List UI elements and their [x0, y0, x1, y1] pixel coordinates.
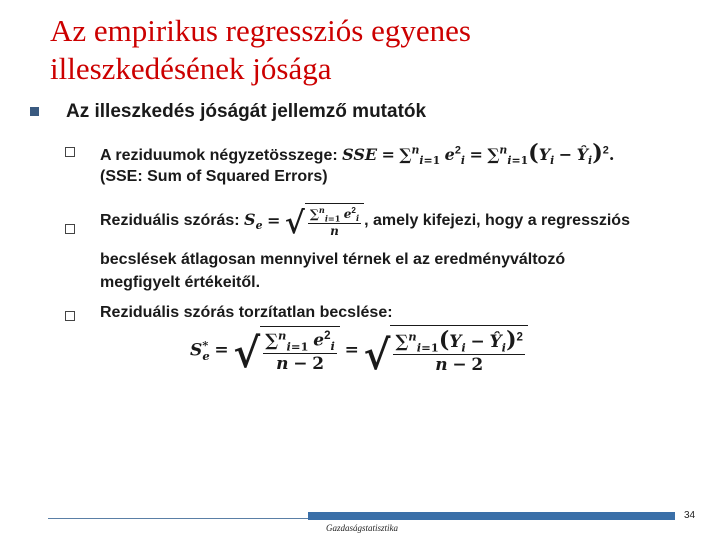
- unbiased-formula: $S^*_e$ = √ $\frac{\sum^n_{i=1} e^2_i}{n - 2}$ = √ $\frac{\sum^n_{i=1}(Y_i - Ŷ_i)^2}{n - 2}$: [190, 325, 528, 375]
- slide-title: [50, 12, 690, 88]
- bullet-sse-lead: A reziduumok négyzetösszege:: [100, 147, 343, 164]
- se-formula: $S_e$ = √ $\frac{\sum^n_{i=1} e^2_i}{n}$: [244, 203, 364, 238]
- hollow-square-bullet-icon: [65, 311, 75, 321]
- hollow-square-bullet-icon: [65, 224, 75, 234]
- sse-formula: SSE = ∑$^n_{i=1}$ $e^2_i = \sum^n_{i=1}(Y_i$ − $Ŷ_i)^2$.: [342, 140, 615, 168]
- title-line-1: Az empirikus regressziós egyenes: [50, 13, 471, 48]
- bullet-residual-sd: [100, 203, 630, 241]
- hollow-square-bullet-icon: [65, 147, 75, 157]
- bullet-residual-sd-line3: megfigyelt értékeitől.: [100, 274, 261, 291]
- heading-text: Az illeszkedés jóságát jellemző mutatók: [66, 101, 427, 122]
- footer-label: Gazdaságstatisztika: [326, 523, 399, 533]
- footer-divider: [48, 518, 308, 519]
- title-line-2: illeszkedésének jósága: [50, 51, 332, 86]
- bullet-residual-sd-lead: Reziduális szórás:: [100, 211, 245, 229]
- bullet-residual-sd-tail: , amely kifejezi, hogy a regressziós: [364, 211, 630, 229]
- bullet-sse-line2: (SSE: Sum of Squared Errors): [100, 168, 328, 185]
- page-number: 34: [684, 510, 696, 521]
- bullet-residual-sd-line2: becslések átlagosan mennyivel térnek el az eredményváltozó: [100, 251, 566, 268]
- bullet-sse: [100, 140, 614, 167]
- bullet-unbiased: Reziduális szórás torzítatlan becslése:: [100, 304, 393, 321]
- footer-accent-bar: [308, 512, 675, 520]
- square-bullet-icon: [30, 107, 39, 116]
